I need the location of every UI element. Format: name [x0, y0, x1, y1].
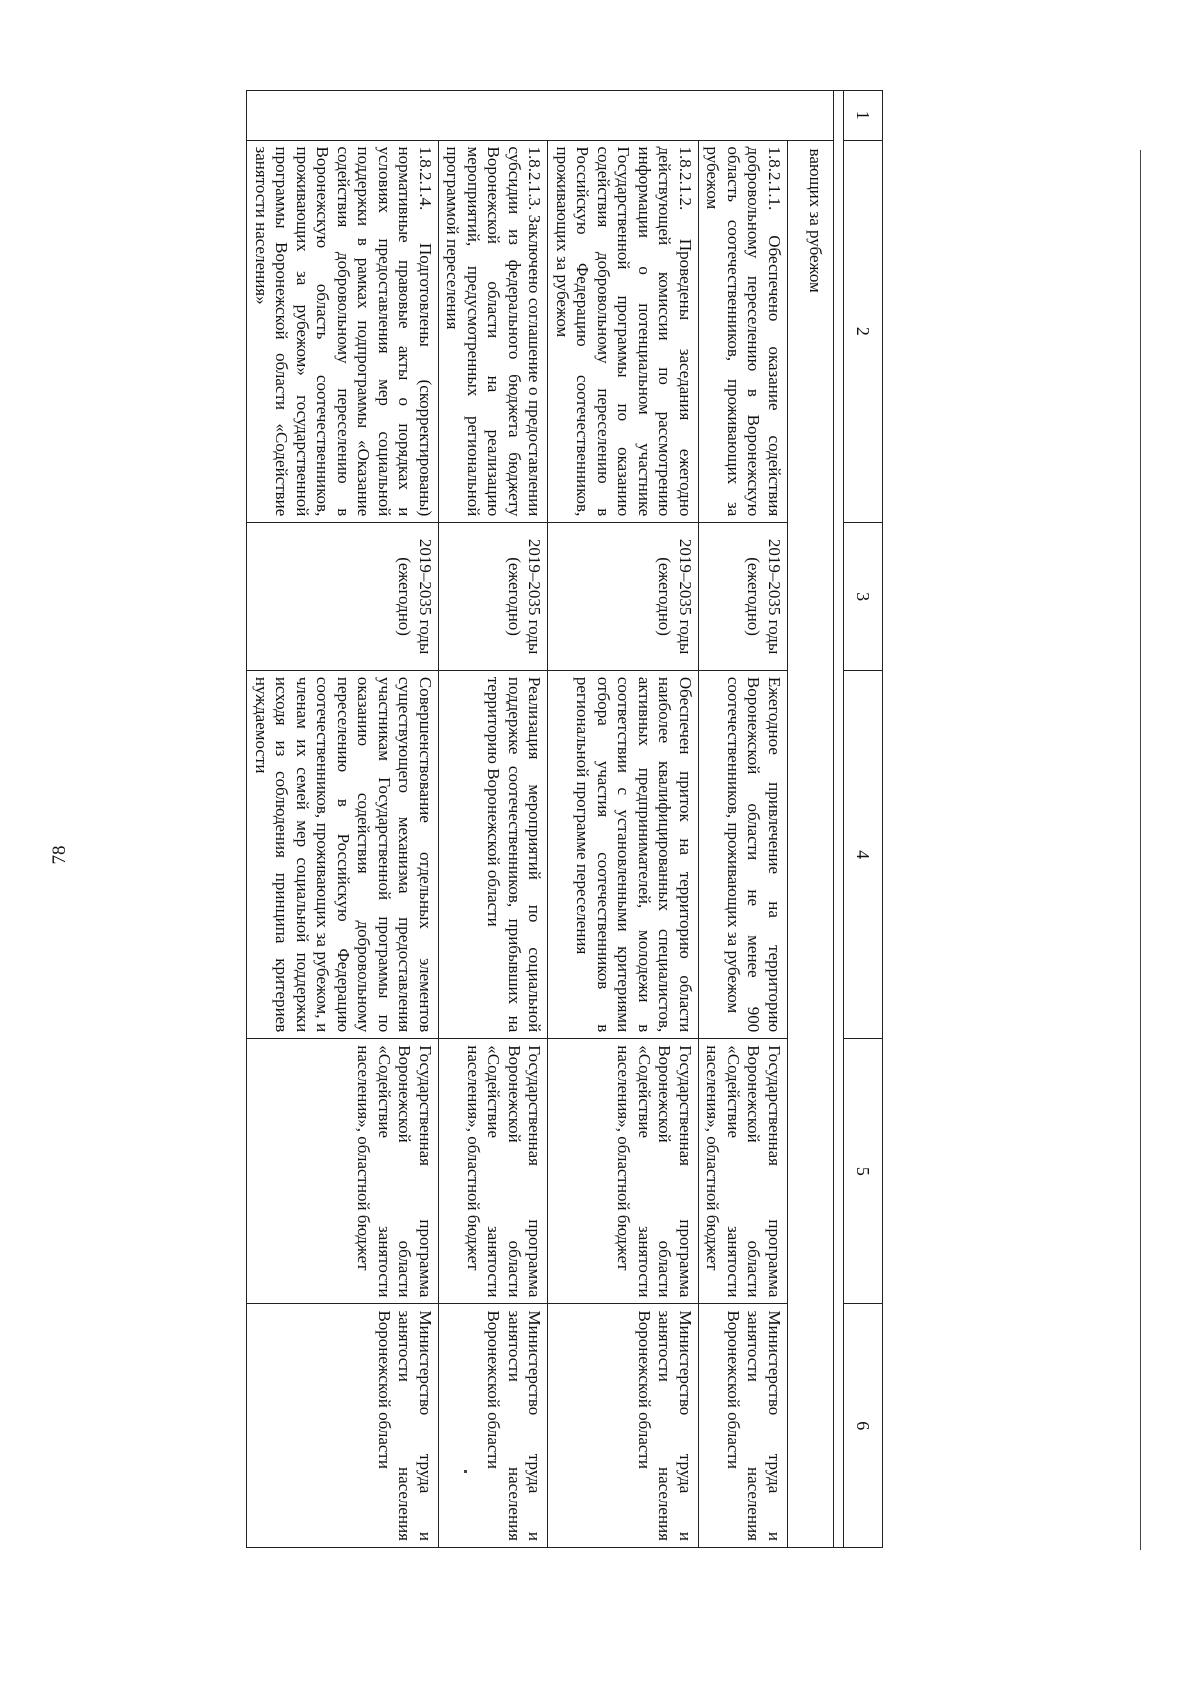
spacer-row — [834, 91, 844, 1548]
source-cell: Государственная программа Воронежской области «Содействие занятости населения», областной бюджет — [699, 1039, 788, 1304]
table-row — [699, 91, 788, 1548]
period-cell: 2019–2035 годы (ежегодно) — [247, 523, 439, 671]
table-bottom-line — [1140, 150, 1141, 1550]
source-cell: Государственная программа Воронежской области «Содействие занятости населения», областной бюджет — [439, 1039, 549, 1304]
executor-cell: Министерство труда и занятости населения Воронежской области — [548, 1304, 699, 1548]
column-header-6: 6 — [844, 1304, 883, 1548]
result-cell: Ежегодное привлечение на территорию Воронежской области не менее 900 соотечественников, проживающих за рубежом — [699, 670, 788, 1038]
result-cell: Совершенствование отдельных элементов существующего механизма предоставления участникам Государственной программы по оказанию содействия добровольному переселению в Российскую Федерацию соотечественников, проживающих за рубежом, и членам их семей мер социальной поддержки исходя из соблюдения принципа критериев нуждаемости — [247, 670, 439, 1038]
period-cell: 2019–2035 годы (ежегодно) — [699, 523, 788, 671]
table-row — [247, 91, 439, 1548]
measure-cell: 1.8.2.1.2. Проведены заседания ежегодно действующей комиссии по рассмотрению информации о потенциальном участнике Государственной программы по оказанию содействия добровольному переселению в Российскую Федерацию соотечественников, проживающих за рубежом — [548, 140, 699, 523]
page-number: 78 — [49, 845, 70, 865]
result-cell: Обеспечен приток на территорию области наиболее квалифицированных специалистов, активных предпринимателей, молодежи в соответствии с установленными критериями отбора участия соотечественников в региональной программе переселения — [548, 670, 699, 1038]
column-header-4: 4 — [844, 670, 883, 1038]
table-row — [439, 91, 549, 1548]
measure-cell: 1.8.2.1.4. Подготовлены (скорректированы) нормативные правовые акты о порядках и условиях предоставления мер социальной поддержки в рамках подпрограммы «Оказание содействия добровольному переселению в Воронежскую область соотечественников, проживающих за рубежом» государственной программы Воронежской области «Содействие занятости населения» — [247, 140, 439, 523]
column-header-1: 1 — [844, 91, 883, 141]
result-cell: Реализация мероприятий по социальной поддержке соотечественников, прибывших на территорию Воронежской области — [439, 670, 549, 1038]
document-table-rotated — [0, 90, 883, 1548]
column-header-row — [844, 91, 883, 1548]
column-header-2: 2 — [844, 140, 883, 523]
executor-cell: Министерство труда и занятости населения Воронежской области — [247, 1304, 439, 1548]
source-cell: Государственная программа Воронежской области «Содействие занятости населения», областной бюджет — [247, 1039, 439, 1304]
period-cell: 2019–2035 годы (ежегодно) — [548, 523, 699, 671]
scan-speck — [464, 1470, 467, 1473]
column-header-5: 5 — [844, 1039, 883, 1304]
period-cell: 2019–2035 годы (ежегодно) — [439, 523, 549, 671]
source-cell: Государственная программа Воронежской области «Содействие занятости населения», областной бюджет — [548, 1039, 699, 1304]
section-title: вающих за рубежом — [788, 140, 834, 1547]
measure-cell: 1.8.2.1.1. Обеспечено оказание содействия добровольному переселению в Воронежскую область соотечественников, проживающих за рубежом — [699, 140, 788, 523]
table-row — [548, 91, 699, 1548]
section-row — [788, 91, 834, 1548]
executor-cell: Министерство труда и занятости населения Воронежской области — [439, 1304, 549, 1548]
measures-table — [247, 90, 884, 1548]
measure-cell: 1.8.2.1.3. Заключено соглашение о предоставлении субсидии из федерального бюджета бюджету Воронежской области на реализацию мероприятий, предусмотренных региональной программой переселения — [439, 140, 549, 523]
executor-cell: Министерство труда и занятости населения Воронежской области — [699, 1304, 788, 1548]
column-header-3: 3 — [844, 523, 883, 671]
